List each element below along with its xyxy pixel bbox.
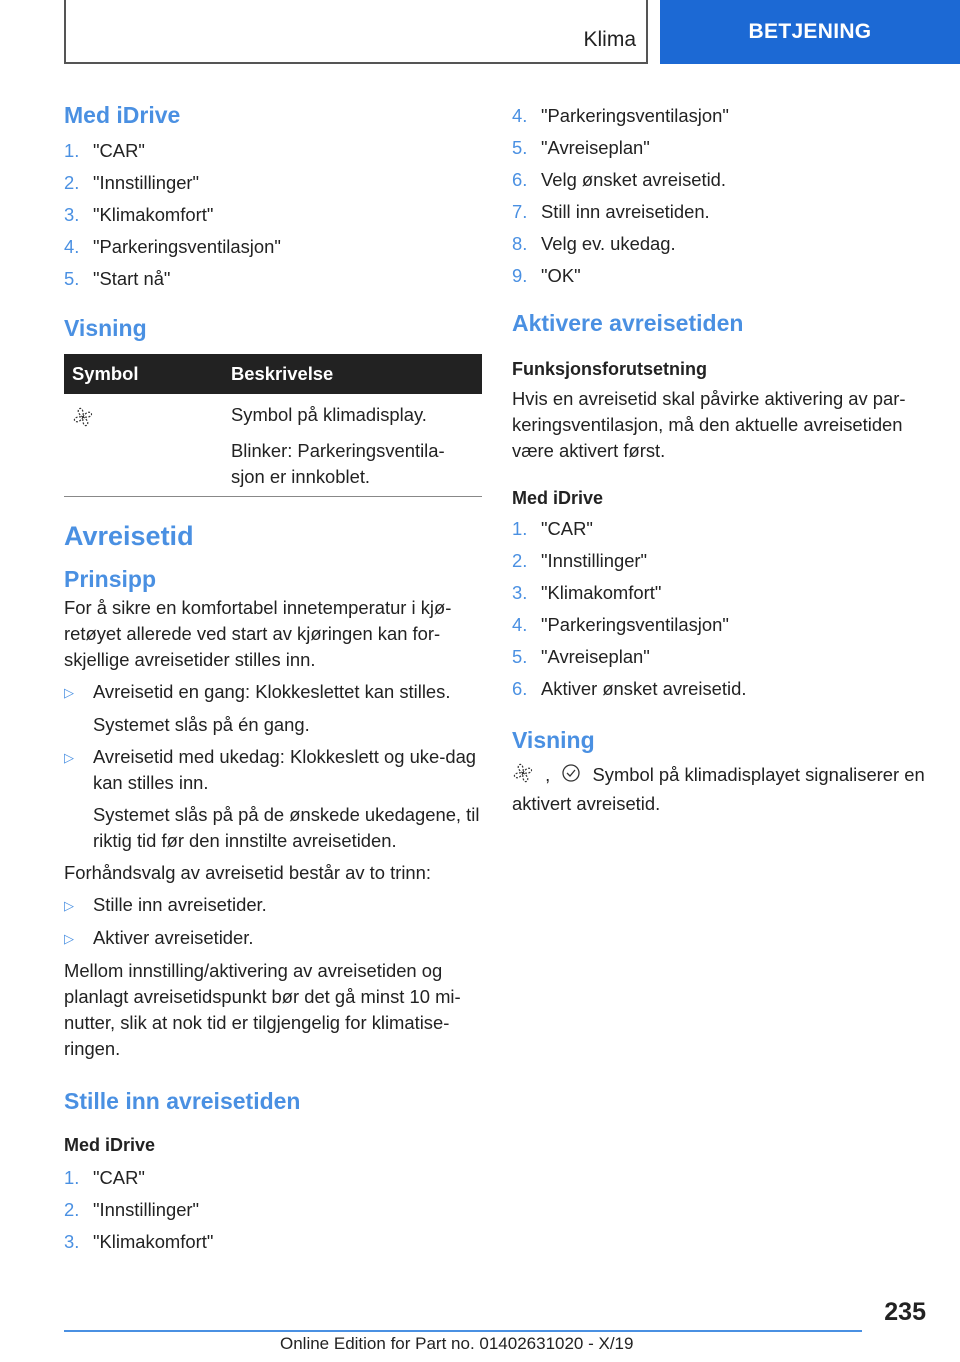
list-item: ▷ Aktiver avreisetider. xyxy=(64,925,482,952)
left-column xyxy=(64,100,482,1258)
list-item: 8. Velg ev. ukedag. xyxy=(512,233,676,254)
steps-list-c xyxy=(512,100,930,292)
edition-text: Online Edition for Part no. 01402631020 - X/19 xyxy=(280,1334,634,1353)
list-item: 3. "Klimakomfort" xyxy=(64,204,214,225)
symbol-table xyxy=(64,354,482,497)
bullet-note: Systemet slås på på de ønskede ukedagene, til riktig tid før den innstilte avreisetiden. xyxy=(93,804,480,851)
table-desc-2: Blinker: Parkeringsventila-sjon er innkoblet. xyxy=(231,440,445,487)
triangle-bullet-icon: ▷ xyxy=(64,931,74,946)
list-item: 3. "Klimakomfort" xyxy=(512,582,662,603)
prinsipp-text: For å sikre en komfortabel innetemperatur i kjø-retøyet allerede ved start av kjøringen kan for-skjellige avreisetider stilles inn. xyxy=(64,597,452,670)
list-item: 4. "Parkeringsventilasjon" xyxy=(512,614,729,635)
list-item: ▷ Avreisetid med ukedag: Klokkeslett og uke-dag kan stilles inn. xyxy=(64,744,482,796)
idrive-heading: Med iDrive xyxy=(64,102,181,128)
list-item: 5. "Avreiseplan" xyxy=(512,646,650,667)
list-item: 5. "Avreiseplan" xyxy=(512,137,650,158)
visning-heading-right: Visning xyxy=(512,727,595,753)
list-item: 7. Still inn avreisetiden. xyxy=(512,201,710,222)
list-item: 1. "CAR" xyxy=(64,1167,145,1188)
right-column xyxy=(512,100,930,817)
table-header-description: Beskrivelse xyxy=(223,354,482,394)
triangle-bullet-icon: ▷ xyxy=(64,898,74,913)
steps-list-d xyxy=(512,513,930,705)
triangle-bullet-icon: ▷ xyxy=(64,685,74,700)
visning-text: Symbol på klimadisplayet signaliserer en aktivert avreisetid. xyxy=(512,764,925,814)
idrive-sub: Med iDrive xyxy=(512,488,604,508)
list-item: 3. "Klimakomfort" xyxy=(64,1231,214,1252)
list-item: 2. "Innstillinger" xyxy=(512,550,648,571)
steps-list-a xyxy=(64,135,482,295)
prinsipp-heading: Prinsipp xyxy=(64,566,157,592)
forhand-text: Forhåndsvalg av avreisetid består av to trinn: xyxy=(64,862,431,883)
table-desc-1: Symbol på klimadisplay. xyxy=(231,404,427,425)
funk-text: Hvis en avreisetid skal påvirke aktivering av par-keringsventilasjon, må den aktuelle avreisetiden være aktivert først. xyxy=(512,388,906,461)
visning-heading: Visning xyxy=(64,315,147,341)
fan-icon xyxy=(512,762,534,791)
steps-list-b xyxy=(64,1162,482,1258)
fan-icon xyxy=(72,406,94,435)
list-item: 4. "Parkeringsventilasjon" xyxy=(512,105,729,126)
list-item: 2. "Innstillinger" xyxy=(64,1199,200,1220)
list-item: 1. "CAR" xyxy=(64,140,145,161)
list-item: 1. "CAR" xyxy=(512,518,593,539)
triangle-bullet-icon: ▷ xyxy=(64,750,74,765)
list-item: ▷ Stille inn avreisetider. xyxy=(64,892,482,919)
page-number: 235 xyxy=(884,1298,926,1326)
footer-divider xyxy=(64,1330,862,1332)
stille-heading: Stille inn avreisetiden xyxy=(64,1088,301,1114)
list-item: 2. "Innstillinger" xyxy=(64,172,200,193)
list-item: 6. Velg ønsket avreisetid. xyxy=(512,169,727,190)
visning-text-block xyxy=(512,762,930,817)
bullet-note: Systemet slås på én gang. xyxy=(93,714,310,735)
stille-sub: Med iDrive xyxy=(64,1135,156,1155)
avreisetid-heading: Avreisetid xyxy=(64,521,194,551)
steps-bullet-list xyxy=(64,892,482,952)
list-item: 5. "Start nå" xyxy=(64,268,171,289)
icon-separator: , xyxy=(545,764,551,786)
list-item: 4. "Parkeringsventilasjon" xyxy=(64,236,281,257)
options-list xyxy=(64,744,482,796)
mellom-text: Mellom innstilling/aktivering av avreisetiden og planlagt avreisetidspunkt bør det gå minst 10 mi-nutter, slik at nok tid er tilgjengelig for klimatise-ringen. xyxy=(64,960,461,1059)
table-row xyxy=(64,394,482,497)
options-list xyxy=(64,679,482,706)
section-title: Klima xyxy=(583,28,636,51)
list-item: 6. Aktiver ønsket avreisetid. xyxy=(512,678,747,699)
aktivere-heading: Aktivere avreisetiden xyxy=(512,310,744,336)
funk-sub: Funksjonsforutsetning xyxy=(512,359,707,379)
list-item: ▷ Avreisetid en gang: Klokkeslettet kan stilles. xyxy=(64,679,482,706)
clock-icon xyxy=(561,763,581,790)
chapter-tab: BETJENING xyxy=(660,0,960,64)
table-header-symbol: Symbol xyxy=(64,354,223,394)
list-item: 9. "OK" xyxy=(512,265,581,286)
